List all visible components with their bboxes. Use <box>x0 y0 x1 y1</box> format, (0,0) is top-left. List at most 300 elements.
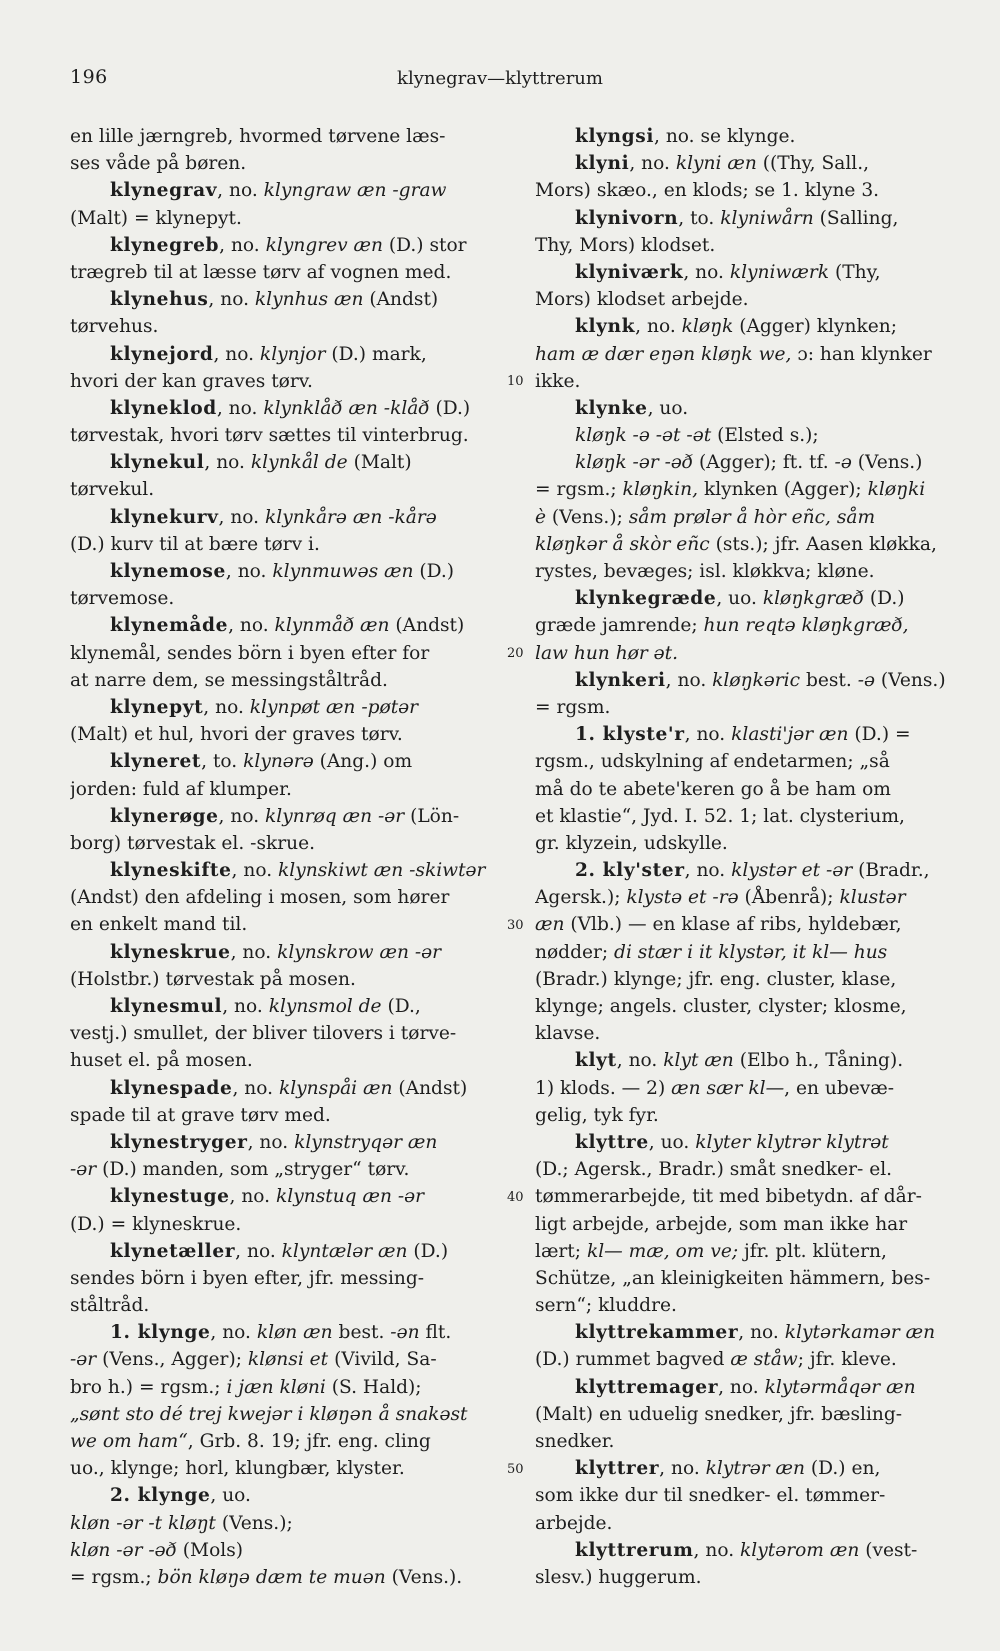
text-line <box>70 694 505 721</box>
text-line <box>70 612 505 639</box>
definition-text: , no. <box>232 1077 279 1099</box>
definition-text: (Vens.); <box>215 1512 293 1534</box>
text-line <box>70 721 505 748</box>
text-line <box>70 259 505 286</box>
definition-text: klavse. <box>535 1023 601 1045</box>
definition-text: , to. <box>201 751 244 773</box>
text-line <box>535 1292 961 1319</box>
text-line <box>535 1129 961 1156</box>
definition-text: , no. <box>222 996 269 1017</box>
definition-text: jorden: fuld af klumper. <box>70 778 292 800</box>
text-line <box>535 612 961 639</box>
headword: klynesmul <box>110 996 223 1017</box>
definition-text: (vest- <box>859 1539 918 1561</box>
definition-text: , no. <box>693 1539 741 1561</box>
text-line <box>535 857 961 884</box>
headword: klyttrer <box>575 1458 660 1480</box>
text-line <box>70 1102 505 1129</box>
text-line <box>535 504 961 531</box>
definition-text: (Vens.) <box>875 669 946 691</box>
text-line <box>70 1564 505 1591</box>
definition-text: (Ang.) om <box>313 751 413 773</box>
definition-text: sern“; kluddre. <box>535 1295 677 1317</box>
text-line <box>535 1537 961 1564</box>
dialect-form: klyter klytrər klytrət <box>695 1131 889 1153</box>
definition-text: borg) tørvestak el. -skrue. <box>70 832 316 854</box>
definition-text: (Elsted s.); <box>711 425 819 447</box>
dialect-form: kløn -ər -əð <box>70 1539 177 1561</box>
text-line <box>535 1374 961 1401</box>
headword: klynemåde <box>110 615 229 637</box>
text-line <box>535 368 961 395</box>
definition-text: = rgsm.; <box>535 479 623 501</box>
definition-text: (Andst) <box>389 615 465 637</box>
definition-text: , no. <box>665 669 713 691</box>
text-line <box>535 1075 961 1102</box>
definition-text: snedker. <box>535 1431 615 1452</box>
dialect-form: klynmuwəs æn <box>272 561 414 582</box>
dialect-form: klystər et -ər <box>731 860 853 882</box>
text-line <box>70 884 505 911</box>
headword: klynkegræde <box>575 588 717 610</box>
dialect-form: klyngraw æn -graw <box>263 180 447 202</box>
definition-text: , no. <box>208 289 255 311</box>
text-line <box>70 313 505 340</box>
definition-text: , no. <box>635 316 682 338</box>
definition-text: nødder; <box>535 941 615 963</box>
headword: 1. klynge <box>110 1322 211 1344</box>
text-line <box>70 1428 505 1455</box>
definition-text: rgsm., udskylning af endetarmen; „så <box>535 751 890 773</box>
text-line <box>70 1346 505 1373</box>
text-line <box>70 966 505 993</box>
definition-text: uo., klynge; horl, klungbær, klyster. <box>70 1458 405 1480</box>
text-line <box>535 1564 961 1591</box>
headword: klynespade <box>110 1077 233 1099</box>
headword: klyneret <box>110 751 202 773</box>
definition-text: græde jamrende; <box>535 615 704 637</box>
dialect-form: klønsi et <box>247 1349 329 1371</box>
text-line <box>535 259 961 286</box>
text-line <box>535 1482 961 1509</box>
text-line <box>535 884 961 911</box>
text-line <box>535 694 961 721</box>
definition-text: ɔ: han klynker <box>791 343 932 365</box>
headword: klynetæller <box>110 1240 236 1262</box>
headword: klyni <box>575 153 630 175</box>
dialect-form: kløŋkər å skòr eñc <box>535 533 710 555</box>
definition-text: , no. <box>683 261 730 283</box>
headword: klynejord <box>110 343 214 365</box>
definition-text: best. <box>800 669 858 691</box>
definition-text: , uo. <box>716 588 763 610</box>
definition-text: ligt arbejde, arbejde, som man ikke har <box>535 1213 908 1235</box>
text-line <box>535 558 961 585</box>
definition-text: (Vens.) <box>851 452 923 474</box>
definition-text: (Malt) en uduelig snedker, jfr. bæsling- <box>535 1403 903 1425</box>
definition-text: (Bradr., <box>852 860 930 882</box>
text-line <box>535 313 961 340</box>
definition-text: at narre dem, se messingståltråd. <box>70 669 388 691</box>
text-line <box>535 341 961 368</box>
definition-text: , no. <box>218 805 266 827</box>
headword: klyneskrue <box>110 941 231 963</box>
text-line <box>70 205 505 232</box>
dialect-form: kl— mæ, om ve; <box>586 1240 739 1262</box>
text-line <box>535 1020 961 1047</box>
text-line <box>535 939 961 966</box>
text-line <box>70 123 505 150</box>
dialect-form: kløŋki <box>867 479 926 501</box>
text-line <box>535 286 961 313</box>
definition-text: lært; <box>535 1240 587 1262</box>
text-line <box>535 1047 961 1074</box>
definition-text: (Vens.); <box>546 506 629 528</box>
dialect-form: -ər <box>70 1349 97 1371</box>
text-line <box>70 857 505 884</box>
definition-text: Agersk.); <box>535 887 627 909</box>
definition-text: vestj.) smullet, der bliver tilovers i tørve- <box>70 1023 457 1045</box>
definition-text: (S. Hald); <box>325 1376 422 1398</box>
definition-text: (Malt) et hul, hvori der graves tørv. <box>70 724 403 746</box>
definition-text: (D., <box>381 996 421 1017</box>
definition-text: klynemål, sendes börn i byen efter for <box>70 642 430 664</box>
definition-text: = rgsm. <box>535 696 611 718</box>
text-line <box>70 640 505 667</box>
definition-text: trægreb til at læsse tørv af vognen med. <box>70 261 452 283</box>
text-line <box>535 1183 961 1210</box>
text-line <box>70 803 505 830</box>
definition-text: et klastie“, Jyd. I. 52. 1; lat. clysterium, <box>535 805 905 827</box>
text-line <box>535 1428 961 1455</box>
definition-text: (Lön- <box>404 805 460 827</box>
text-line <box>70 422 505 449</box>
headword: klynerøge <box>110 805 219 827</box>
definition-text: , no. <box>204 452 251 474</box>
line-number: 50 <box>507 1462 524 1477</box>
definition-text: , no. <box>230 941 278 963</box>
headword: klynekurv <box>110 506 219 528</box>
dialect-form: klynkårə æn -kårə <box>265 506 437 528</box>
text-line <box>70 476 505 503</box>
text-line <box>70 993 505 1020</box>
text-line <box>535 1265 961 1292</box>
definition-text: = rgsm.; <box>70 1566 158 1588</box>
text-line <box>535 531 961 558</box>
definition-text: best. <box>332 1322 391 1344</box>
headword: 2. klynge <box>110 1485 211 1507</box>
definition-text: (Vens.). <box>385 1566 463 1588</box>
definition-text: ; jfr. kleve. <box>797 1349 897 1371</box>
text-line <box>535 395 961 422</box>
definition-text: (Holstbr.) tørvestak på mosen. <box>70 968 356 990</box>
headword: 2. kly'ster <box>575 860 685 882</box>
text-line <box>70 1075 505 1102</box>
definition-text: , no. <box>218 506 265 528</box>
dialect-form: è <box>535 506 547 528</box>
definition-text: klynge; angels. cluster, clyster; klosme, <box>535 996 907 1017</box>
text-line <box>535 1211 961 1238</box>
dialect-form: klystə et -rə <box>626 887 739 909</box>
dialect-form: æn sær kl— <box>671 1077 785 1099</box>
text-line <box>535 232 961 259</box>
dialect-form: klynrøq æn -ər <box>265 805 405 827</box>
definition-text: arbejde. <box>535 1512 613 1534</box>
definition-text: , no. se klynge. <box>654 126 796 147</box>
text-line <box>70 748 505 775</box>
line-number: 20 <box>507 646 524 661</box>
text-line <box>70 341 505 368</box>
text-line <box>535 748 961 775</box>
definition-text: en enkelt mand til. <box>70 914 248 936</box>
definition-text: (Malt) <box>347 452 412 474</box>
headword: klynk <box>575 316 636 338</box>
text-line <box>70 1129 505 1156</box>
definition-text: en lille jærngreb, hvormed tørvene læs- <box>70 126 446 147</box>
definition-text: , to. <box>678 207 721 229</box>
page-number: 196 <box>70 66 108 88</box>
definition-text: huset el. på mosen. <box>70 1050 253 1072</box>
dialect-form: kløn æn <box>256 1322 333 1344</box>
definition-text: (D.) <box>429 397 471 419</box>
headword: klynekul <box>110 452 205 474</box>
headword: klyneklod <box>110 397 217 419</box>
definition-text: (D.) stor <box>382 234 467 256</box>
text-line <box>70 150 505 177</box>
definition-text: , no. <box>213 343 260 365</box>
definition-text: tørvemose. <box>70 588 175 610</box>
dialect-form: -ə <box>834 452 852 474</box>
definition-text: (Andst) <box>392 1077 468 1099</box>
definition-text: hvori der kan graves tørv. <box>70 370 313 392</box>
dialect-form: klynklåð æn -klåð <box>263 397 430 419</box>
definition-text: ikke. <box>535 370 581 392</box>
definition-text: tømmerarbejde, tit med bibetydn. af dår- <box>535 1186 922 1208</box>
text-line <box>70 911 505 938</box>
definition-text: må do te abete'keren go å be ham om <box>535 778 891 800</box>
headword: klyttrekammer <box>575 1322 739 1344</box>
definition-text: (D.) = <box>848 724 911 746</box>
definition-text: , uo. <box>648 1131 696 1153</box>
definition-text: (Bradr.) klynge; jfr. eng. cluster, klase, <box>535 968 897 990</box>
definition-text: , no. <box>210 1322 257 1344</box>
text-line <box>70 1156 505 1183</box>
definition-text: flt. <box>419 1322 452 1344</box>
definition-text: (Salling, <box>813 207 899 229</box>
text-line <box>535 966 961 993</box>
definition-text: , no. <box>217 180 264 202</box>
headword: klyniværk <box>575 261 684 283</box>
text-line <box>70 1211 505 1238</box>
definition-text: (D.) kurv til at bære tørv i. <box>70 533 320 555</box>
definition-text: klynken (Agger); <box>698 479 868 501</box>
text-line <box>535 830 961 857</box>
definition-text: , no. <box>203 696 250 718</box>
dialect-form: hun reqtə kløŋkgræð, <box>703 615 909 637</box>
definition-text: (D.) rummet bagved <box>535 1349 731 1371</box>
dialect-form: klytərmåqər æn <box>764 1376 916 1398</box>
headword: klyt <box>575 1050 617 1072</box>
definition-text: (Vivild, Sa- <box>328 1349 437 1371</box>
definition-text: jfr. plt. klütern, <box>738 1240 887 1262</box>
dialect-form: di stær i it klystər, it kl— hus <box>614 941 888 963</box>
text-line <box>535 1319 961 1346</box>
text-line <box>70 1265 505 1292</box>
text-line <box>70 585 505 612</box>
text-line <box>535 150 961 177</box>
text-line <box>535 1346 961 1373</box>
definition-text: , no. <box>629 153 676 175</box>
text-line <box>535 1156 961 1183</box>
definition-text: (Malt) = klynepyt. <box>70 207 242 229</box>
line-number: 30 <box>507 918 524 933</box>
text-line <box>535 205 961 232</box>
text-line <box>70 830 505 857</box>
text-line <box>70 449 505 476</box>
definition-text: rystes, bevæges; isl. kløkkva; kløne. <box>535 561 875 582</box>
dialect-form: kløŋkin, <box>622 479 699 501</box>
running-head: klynegrav—klyttrerum <box>397 68 603 89</box>
headword: klyttrerum <box>575 1539 694 1561</box>
dialect-form: klynstuq æn -ər <box>276 1186 425 1208</box>
text-line <box>535 1510 961 1537</box>
dialect-form: kløŋk -ə -ət -ət <box>575 425 712 447</box>
definition-text: 1) klods. — 2) <box>535 1077 672 1099</box>
definition-text: (Mols) <box>176 1539 244 1561</box>
dialect-form: klynmåð æn <box>274 615 390 637</box>
page-header <box>0 66 1000 96</box>
text-line <box>535 422 961 449</box>
definition-text: (D.) <box>413 561 455 582</box>
definition-text: , no. <box>247 1131 295 1153</box>
dialect-form: ham æ dær eŋən kløŋk we, <box>535 343 792 365</box>
definition-text: (Agger); ft. tf. <box>693 452 835 474</box>
dialect-form: „sønt sto dé trej kwejər i kløŋən å snakəst <box>70 1403 468 1425</box>
headword: klyneskifte <box>110 860 232 882</box>
left-column <box>70 123 505 1591</box>
dialect-form: klynjor <box>259 343 326 365</box>
definition-text: spade til at grave tørv med. <box>70 1104 331 1126</box>
definition-text: , en ubevæ- <box>784 1077 895 1099</box>
definition-text: sendes börn i byen efter, jfr. messing- <box>70 1267 425 1289</box>
definition-text: (D.; Agersk., Bradr.) småt snedker- el. <box>535 1159 893 1181</box>
headword: klynestuge <box>110 1186 230 1208</box>
dialect-form: kløŋk <box>681 316 734 338</box>
dialect-form: kløŋkəric <box>712 669 801 691</box>
definition-text: , no. <box>228 615 275 637</box>
definition-text: (D.) = klyneskrue. <box>70 1213 242 1235</box>
text-line <box>70 1319 505 1346</box>
definition-text: tørvekul. <box>70 479 155 501</box>
text-line <box>535 1238 961 1265</box>
definition-text: , no. <box>718 1376 765 1398</box>
definition-text: som ikke dur til snedker- el. tømmer- <box>535 1485 886 1507</box>
definition-text: ståltråd. <box>70 1295 150 1317</box>
definition-text: ses våde på børen. <box>70 153 247 175</box>
text-line <box>70 368 505 395</box>
headword: klynegreb <box>110 234 220 256</box>
headword: klyngsi <box>575 126 655 147</box>
definition-text: tørvehus. <box>70 316 159 338</box>
dialect-form: klynspåi æn <box>278 1077 393 1099</box>
text-line <box>70 776 505 803</box>
dialect-form: -ə <box>857 669 875 691</box>
dialect-form: klynskrow æn -ər <box>277 941 442 963</box>
dialect-form: we om ham“ <box>70 1431 188 1452</box>
definition-text: , no. <box>616 1050 664 1072</box>
dialect-form: klyniwærk <box>729 261 830 283</box>
text-line <box>535 123 961 150</box>
definition-text: (Thy, <box>829 261 881 283</box>
definition-text: , uo. <box>647 397 689 419</box>
definition-text: Mors) klodset arbejde. <box>535 289 749 311</box>
dialect-form: klynhus æn <box>254 289 364 311</box>
text-line <box>535 585 961 612</box>
dialect-form: klynkål de <box>250 452 348 474</box>
text-line <box>535 449 961 476</box>
definition-text: bro h.) = rgsm.; <box>70 1376 227 1398</box>
text-line <box>70 232 505 259</box>
text-line <box>70 1292 505 1319</box>
line-number: 40 <box>507 1190 524 1205</box>
dialect-form: såm prølər å hòr eñc, såm <box>628 506 876 528</box>
text-line <box>535 667 961 694</box>
dialect-form: klytərkamər æn <box>784 1322 936 1344</box>
headword: klynepyt <box>110 696 204 718</box>
dialect-form: kløŋkgræð <box>762 588 864 610</box>
dialect-form: klynskiwt æn -skiwtər <box>278 860 486 882</box>
definition-text: , Grb. 8. 19; jfr. eng. cling <box>187 1431 431 1452</box>
text-line <box>70 1238 505 1265</box>
text-line <box>70 1047 505 1074</box>
definition-text: (D.) manden, som „stryger“ tørv. <box>96 1159 410 1181</box>
definition-text: (Agger) klynken; <box>733 316 897 338</box>
text-line <box>70 558 505 585</box>
dialect-form: klyntælər æn <box>281 1240 408 1262</box>
headword: klyttremager <box>575 1376 719 1398</box>
dialect-form: klyngrev æn <box>265 234 383 256</box>
definition-text: , no. <box>684 860 732 882</box>
text-line <box>535 640 961 667</box>
definition-text: ((Thy, Sall., <box>756 153 870 175</box>
dialect-form: klynərə <box>243 751 314 773</box>
dialect-form: kløŋk -ər -əð <box>575 452 694 474</box>
dialect-form: klytrər æn <box>705 1458 805 1480</box>
text-line <box>70 1482 505 1509</box>
headword: klynivorn <box>575 207 679 229</box>
headword: 1. klyste'r <box>575 724 685 746</box>
definition-text: , no. <box>738 1322 785 1344</box>
definition-text: (D.) mark, <box>325 343 427 365</box>
definition-text: (Andst) <box>363 289 439 311</box>
dialect-form: klynpøt æn -pøtər <box>249 696 419 718</box>
definition-text: (Andst) den afdeling i mosen, som hører <box>70 887 450 909</box>
text-line <box>70 1537 505 1564</box>
definition-text: Thy, Mors) klodset. <box>535 234 716 256</box>
dialect-form: bön kløŋə dæm te muən <box>157 1566 386 1588</box>
text-line <box>70 395 505 422</box>
headword: klynegrav <box>110 180 218 202</box>
definition-text: (sts.); jfr. Aasen kløkka, <box>709 533 937 555</box>
definition-text: , no. <box>235 1240 282 1262</box>
definition-text: , no. <box>216 397 264 419</box>
dialect-form: æ ståw <box>730 1349 798 1371</box>
text-line <box>535 476 961 503</box>
dialect-form: klyniwårn <box>720 207 814 229</box>
definition-text: (D.) <box>863 588 905 610</box>
dialect-form: klustər <box>839 887 906 909</box>
dialect-form: klytərom æn <box>740 1539 860 1561</box>
